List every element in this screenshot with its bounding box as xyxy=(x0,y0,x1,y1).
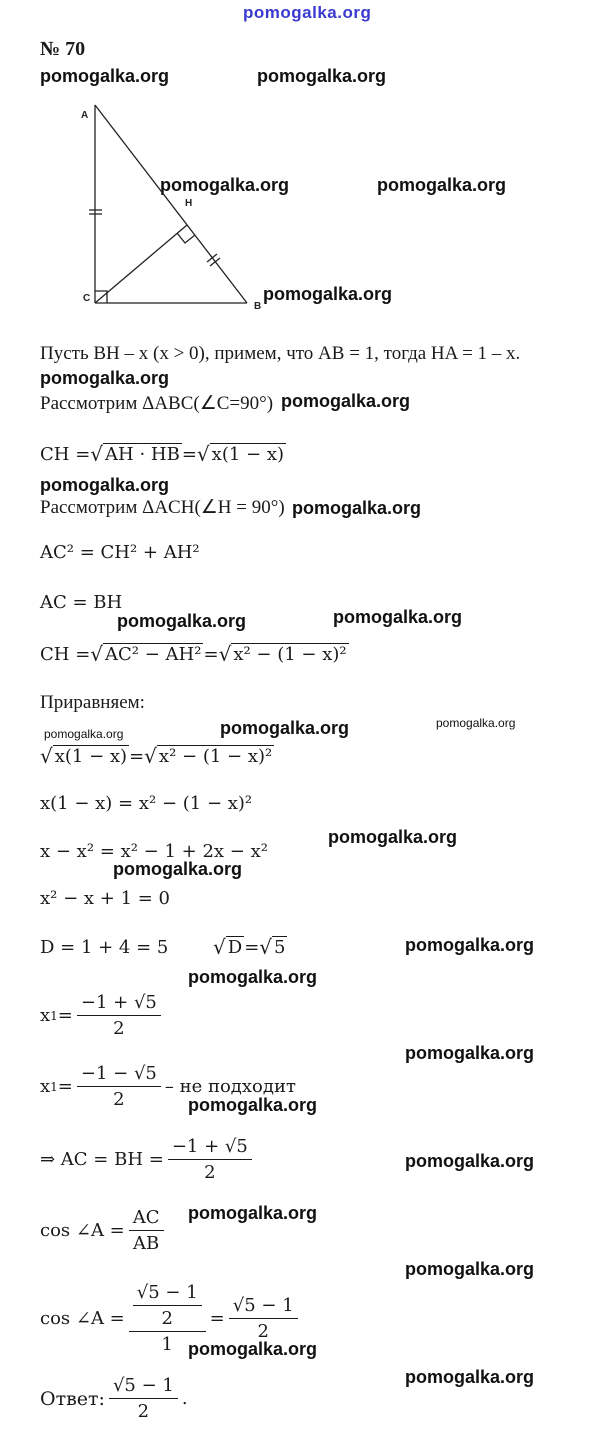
watermark: pomogalka.org xyxy=(333,607,463,627)
sqrt-discriminant: √ D = √ 5 xyxy=(213,935,286,959)
watermark: pomogalka.org xyxy=(405,1259,535,1279)
root-x1: x 1 = $\frac{-1 + √5}{2}$ xyxy=(40,992,165,1039)
watermark: pomogalka.org xyxy=(405,1043,535,1063)
watermark: pomogalka.org xyxy=(405,935,535,955)
answer: Ответ: $\frac{√5 - 1}{2}$ . xyxy=(40,1375,188,1422)
watermark: pomogalka.org xyxy=(328,827,458,847)
watermark: pomogalka.org xyxy=(188,1095,318,1115)
label-a: A xyxy=(81,110,89,121)
equation-4: x² − x + 1 = 0 xyxy=(40,888,170,909)
equation-1: √ x(1 − x) = √ x² − (1 − x)² xyxy=(40,744,273,768)
label-h: H xyxy=(185,198,193,209)
watermark-small: pomogalka.org xyxy=(44,727,124,741)
watermark: pomogalka.org xyxy=(405,1151,535,1171)
triangle-figure xyxy=(75,100,275,315)
root-x2: x 1 = $\frac{-1 - √5}{2}$ – не подходит xyxy=(40,1063,296,1110)
equate-label: Приравняем: xyxy=(40,692,145,713)
watermark: pomogalka.org xyxy=(220,718,350,738)
ch-formula-1: CH = √ AH · HB = √ x(1 − x) xyxy=(40,442,284,466)
problem-number: № 70 xyxy=(40,38,86,60)
watermark: pomogalka.org xyxy=(117,611,247,631)
watermark-small: pomogalka.org xyxy=(436,716,516,730)
watermark: pomogalka.org xyxy=(405,1367,535,1387)
equation-2: x(1 − x) = x² − (1 − x)² xyxy=(40,793,253,814)
ch-formula-2: CH = √ AC² − AH² = √ x² − (1 − x)² xyxy=(40,642,347,666)
label-c: C xyxy=(83,293,91,304)
ac-squared: AC² = CH² + AH² xyxy=(40,542,200,563)
discriminant: D = 1 + 4 = 5 xyxy=(40,937,169,958)
ac-bh-result: ⇒ AC = BH = $\frac{-1 + √5}{2}$ xyxy=(40,1136,256,1183)
watermark: pomogalka.org xyxy=(40,475,170,495)
watermark: pomogalka.org xyxy=(188,967,318,987)
ac-equals-bh: AC = BH xyxy=(40,592,123,613)
consider-ach: Рассмотрим ΔACH(∠H = 90°) xyxy=(40,497,285,518)
equation-3: x − x² = x² − 1 + 2x − x² xyxy=(40,841,268,862)
watermark: pomogalka.org xyxy=(188,1339,318,1359)
site-header: pomogalka.org xyxy=(243,3,372,22)
watermark: pomogalka.org xyxy=(281,391,411,411)
watermark: pomogalka.org xyxy=(113,859,243,879)
watermark: pomogalka.org xyxy=(377,175,507,195)
watermark: pomogalka.org xyxy=(257,66,387,86)
consider-abc: Рассмотрим ΔABC(∠C=90°) xyxy=(40,393,274,414)
watermark: pomogalka.org xyxy=(188,1203,318,1223)
let-statement: Пусть BH – x (x > 0), примем, что AB = 1, тогда HA = 1 – x. xyxy=(40,343,521,364)
watermark: pomogalka.org xyxy=(292,498,422,518)
watermark: pomogalka.org xyxy=(40,66,170,86)
watermark: pomogalka.org xyxy=(263,284,393,304)
watermark: pomogalka.org xyxy=(40,368,170,388)
watermark: pomogalka.org xyxy=(160,175,290,195)
cos-a-definition: cos ∠A = $\frac{AC}{AB}$ xyxy=(40,1207,168,1254)
label-b: B xyxy=(254,301,262,312)
cos-a-value: cos ∠A = $\frac{\frac{√5 - 1}{2}}{1}$ = $\frac{√5 - 1}{2}$ xyxy=(40,1282,302,1355)
